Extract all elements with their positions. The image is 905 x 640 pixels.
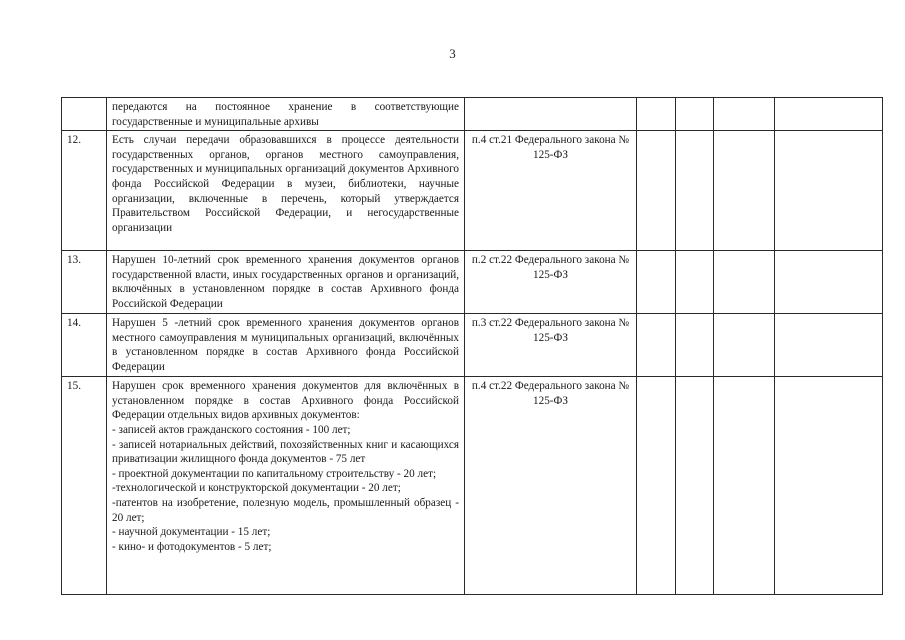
- answer-na-cell: [714, 131, 775, 251]
- requirement-list-item: - записей актов гражданского состояния - 100 лет;: [112, 423, 351, 436]
- table-row: [62, 131, 883, 251]
- answer-no-cell: [676, 377, 714, 595]
- requirement-text: Нарушен 10-летний срок временного хранения документов органов государственной власти, иных государственных органов и организаций, включённых в установленном порядке в состав Архивного фонда Российской Федерации: [107, 251, 465, 314]
- requirement-text: [107, 377, 465, 595]
- row-number: 14.: [62, 314, 107, 377]
- answer-no-cell: [676, 98, 714, 131]
- requirement-text: Есть случаи передачи образовавшихся в процессе деятельности государственных органов, органов местного самоуправления, государственных и муниципальных организаций документов Архивного фонда Российской Федерации в музеи, библиотеки, научные организации, включенные в перечень, который утверждается Правительством Российской Федерации, и негосударственные организации: [107, 131, 465, 251]
- table-row: [62, 377, 883, 595]
- row-number: 13.: [62, 251, 107, 314]
- requirement-intro: Нарушен срок временного хранения документов для включённых в установленном порядке в состав Архивного фонда Российской Федерации отдельных видов архивных документов:: [112, 380, 459, 422]
- note-cell: [775, 98, 883, 131]
- page-number: 3: [449, 46, 456, 61]
- requirement-list-item: - записей нотариальных действий, похозяйственных книг и касающихся приватизации жилищного фонда документов - 75 лет: [112, 438, 459, 466]
- note-cell: [775, 251, 883, 314]
- note-cell: [775, 314, 883, 377]
- requirement-list-item: -технологической и конструкторской документации - 20 лет;: [112, 482, 401, 495]
- answer-na-cell: [714, 251, 775, 314]
- checklist-table: [61, 97, 883, 595]
- answer-no-cell: [676, 131, 714, 251]
- answer-yes-cell: [637, 131, 676, 251]
- legal-reference: п.2 ст.22 Федерального закона № 125-ФЗ: [465, 251, 637, 314]
- answer-yes-cell: [637, 251, 676, 314]
- table-row: [62, 314, 883, 377]
- row-number: [62, 98, 107, 131]
- note-cell: [775, 131, 883, 251]
- answer-yes-cell: [637, 98, 676, 131]
- answer-na-cell: [714, 377, 775, 595]
- table-row: [62, 251, 883, 314]
- row-number: 12.: [62, 131, 107, 251]
- answer-na-cell: [714, 98, 775, 131]
- answer-no-cell: [676, 251, 714, 314]
- answer-na-cell: [714, 314, 775, 377]
- note-cell: [775, 377, 883, 595]
- requirement-list-item: - кино- и фотодокументов - 5 лет;: [112, 540, 272, 553]
- legal-reference: п.4 ст.21 Федерального закона № 125-ФЗ: [465, 131, 637, 251]
- legal-reference: п.4 ст.22 Федерального закона № 125-ФЗ: [465, 377, 637, 595]
- requirement-list-item: - научной документации - 15 лет;: [112, 526, 271, 539]
- table-row: [62, 98, 883, 131]
- legal-reference: [465, 98, 637, 131]
- requirement-text: передаются на постоянное хранение в соответствующие государственные и муниципальные архивы: [107, 98, 465, 131]
- answer-no-cell: [676, 314, 714, 377]
- requirement-list-item: - проектной документации по капитальному строительству - 20 лет;: [112, 467, 437, 480]
- requirement-text: Нарушен 5 -летний срок временного хранения документов органов местного самоуправления м муниципальных организаций, включённых в установленном порядке в состав Архивного фонда Российской Федерации: [107, 314, 465, 377]
- requirement-list-item: -патентов на изобретение, полезную модель, промышленный образец - 20 лет;: [112, 496, 459, 524]
- row-number: 15.: [62, 377, 107, 595]
- answer-yes-cell: [637, 314, 676, 377]
- answer-yes-cell: [637, 377, 676, 595]
- legal-reference: п.3 ст.22 Федерального закона № 125-ФЗ: [465, 314, 637, 377]
